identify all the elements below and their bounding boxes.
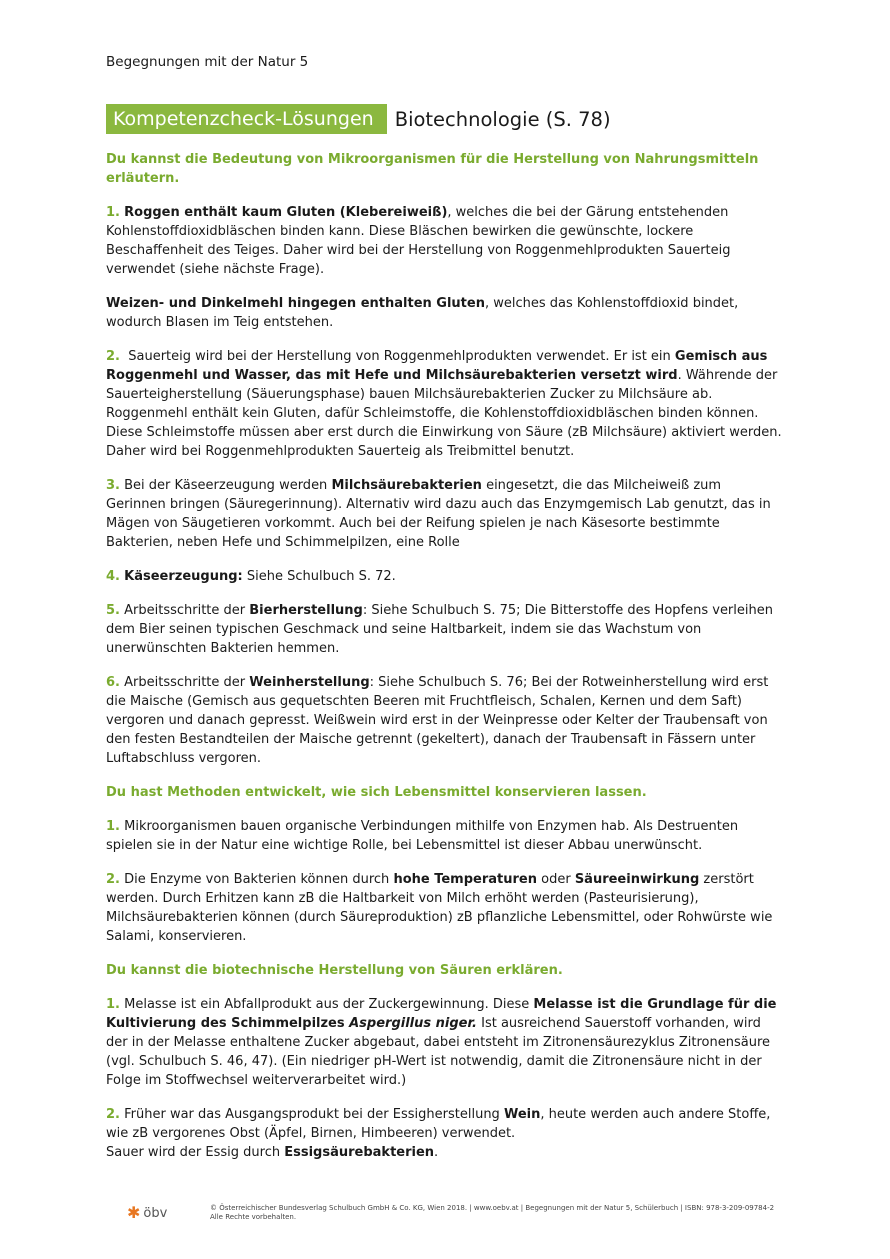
oebv-logo — [127, 1205, 167, 1221]
answer-paragraph — [106, 817, 784, 855]
answer-text: Arbeitsschritte der — [124, 603, 250, 618]
asterisk-icon: ✱ — [127, 1203, 141, 1222]
answer-number: 1. — [106, 819, 120, 834]
bold-text: Milchsäurebakterien — [331, 478, 482, 493]
bold-text: Roggen enthält kaum Gluten (Klebereiweiß) — [124, 205, 448, 220]
answer-number: 2. — [106, 872, 120, 887]
answer-paragraph — [106, 1105, 784, 1162]
answer-text: Die Enzyme von Bakterien können durch — [124, 872, 394, 887]
content — [106, 150, 784, 1177]
title-row — [106, 104, 611, 134]
bold-text: Weinherstellung — [249, 675, 370, 690]
answer-text: Sauer wird der Essig durch — [106, 1145, 285, 1160]
answer-text: Früher war das Ausgangsprodukt bei der Essigherstellung — [124, 1107, 504, 1122]
answer-number: 5. — [106, 603, 120, 618]
answer-number: 3. — [106, 478, 120, 493]
answer-number: 6. — [106, 675, 120, 690]
competence-heading: Du kannst die Bedeutung von Mikroorganismen für die Herstellung von Nahrungsmitteln erläutern. — [106, 152, 759, 186]
answer-text: , welches die bei der Gärung entstehenden Kohlenstoffdioxidbläschen binden kann. Diese Bläschen bewirken die gewünschte, lockere Beschaffenheit des Teiges. Daher wird bei der Herstellung von Roggenmehlprodukten Sauerteig verwendet (siehe nächste Frage). — [106, 205, 731, 277]
answer-number: 1. — [106, 997, 120, 1012]
answer-paragraph — [106, 870, 784, 946]
answer-paragraph — [106, 203, 784, 279]
page-title: Biotechnologie (S. 78) — [394, 107, 611, 131]
answer-paragraph — [106, 601, 784, 658]
bold-text: Gemisch aus Roggenmehl und Wasser, das mit Hefe und Milchsäurebakterien versetzt wird — [106, 349, 768, 383]
bold-text: Wein — [503, 1107, 541, 1122]
answer-text: eingesetzt, die das Milcheiweiß zum Gerinnen bringen (Säuregerinnung). Alternativ wird dazu auch das Enzymgemisch Lab genutzt, das in Mägen von Säugetieren vorkommt. Auch bei der Reifung spielen je nach Käsesorte bestimmte Bakterien, neben Hefe und Schimmelpilzen, eine Rolle — [106, 478, 771, 550]
bold-text: Säureeinwirkung — [574, 872, 700, 887]
competence-heading: Du hast Methoden entwickelt, wie sich Lebensmittel konservieren lassen. — [106, 785, 647, 800]
answer-text: Sauerteig wird bei der Herstellung von Roggenmehlprodukten verwendet. Er ist ein — [128, 349, 675, 364]
answer-text: Arbeitsschritte der — [124, 675, 250, 690]
answer-number: 2. — [106, 1107, 120, 1122]
answer-paragraph — [106, 294, 784, 332]
logo-text: öbv — [143, 1205, 168, 1221]
answer-text: . — [434, 1145, 439, 1160]
bold-text: Essigsäurebakterien — [284, 1145, 435, 1160]
answer-paragraph — [106, 995, 784, 1090]
answer-text: Melasse ist ein Abfallprodukt aus der Zuckergewinnung. Diese — [124, 997, 534, 1012]
rights-line: Alle Rechte vorbehalten. — [210, 1213, 297, 1221]
answer-text: Ist ausreichend Sauerstoff vorhanden, wird der in der Melasse enthaltene Zucker abgebaut, dabei entsteht im Zitronensäurezyklus Zitronensäure (vgl. Schulbuch S. 46, 47). (Ein niedriger pH-Wert ist notwendig, damit die Zitronensäure nicht in der Folge im Stoffwechsel weiterverarbeitet wird.) — [106, 1016, 771, 1088]
answer-paragraph — [106, 673, 784, 768]
answer-paragraph — [106, 567, 784, 586]
bold-text: Weizen- und Dinkelmehl hingegen enthalten Gluten — [106, 296, 485, 311]
species-name: Aspergillus niger. — [349, 1016, 477, 1031]
answer-text: Bei der Käseerzeugung werden — [124, 478, 332, 493]
answer-text: Siehe Schulbuch S. 72. — [242, 569, 396, 584]
answer-text: . Währende der Sauerteigherstellung (Säuerungsphase) bauen Milchsäurebakterien Zucker zu Milchsäure ab. Roggenmehl enthält kein Gluten, dafür Schleimstoffe, die Kohlenstoffdioxidbläschen binden können. Diese Schleimstoffe müssen aber erst durch die Einwirkung von Säure (zB Milchsäure) aktiviert werden. Daher wird bei Roggenmehlprodukten Sauerteig als Treibmittel benutzt. — [106, 368, 782, 459]
answer-paragraph — [106, 476, 784, 552]
copyright-text — [210, 1204, 810, 1222]
answer-text: oder — [536, 872, 575, 887]
answer-text: , heute werden auch andere Stoffe, wie zB vergorenes Obst (Äpfel, Birnen, Himbeeren) verwendet. — [106, 1107, 771, 1141]
answer-text: Mikroorganismen bauen organische Verbindungen mithilfe von Enzymen hab. Als Destruenten spielen sie in der Natur eine wichtige Rolle, bei Lebensmittel ist dieser Abbau unerwünscht. — [106, 819, 739, 853]
footer — [127, 1203, 817, 1233]
bold-text: Bierherstellung — [249, 603, 363, 618]
answer-number: 4. — [106, 569, 120, 584]
answer-number: 2. — [106, 349, 120, 364]
answer-paragraph — [106, 347, 784, 461]
title-badge: Kompetenzcheck-Lösungen — [106, 104, 387, 134]
answer-number: 1. — [106, 205, 120, 220]
bold-text: hohe Temperaturen — [393, 872, 537, 887]
answer-text: : Siehe Schulbuch S. 76; Bei der Rotweinherstellung wird erst die Maische (Gemisch aus gequetschten Beeren mit Fruchtfleisch, Schalen, Kernen und dem Saft) vergoren und danach gepresst. Weißwein wird erst in der Weinpresse oder Kelter der Traubensaft von den festen Bestandteilen der Maische getrennt (gekeltert), danach der Traubensaft in Fässern unter Luftabschluss vergoren. — [106, 675, 769, 766]
bold-text: Käseerzeugung: — [124, 569, 243, 584]
bold-text: Melasse ist die Grundlage für die Kultivierung des Schimmelpilzes — [106, 997, 777, 1031]
answer-text: zerstört werden. Durch Erhitzen kann zB die Haltbarkeit von Milch erhöht werden (Pasteurisierung), Milchsäurebakterien können (durch Säureproduktion) zB pflanzliche Lebensmittel, oder Rohwürste wie Salami, konservieren. — [106, 872, 773, 944]
competence-heading: Du kannst die biotechnische Herstellung von Säuren erklären. — [106, 963, 563, 978]
answer-text: , welches das Kohlenstoffdioxid bindet, wodurch Blasen im Teig entstehen. — [106, 296, 739, 330]
copyright-line: © Österreichischer Bundesverlag Schulbuch GmbH & Co. KG, Wien 2018. | www.oebv.at | Begegnungen mit der Natur 5, Schülerbuch | ISBN: 978-3-209-09784-2 — [210, 1204, 775, 1212]
answer-text: : Siehe Schulbuch S. 75; Die Bitterstoffe des Hopfens verleihen dem Bier seinen typischen Geschmack und seine Haltbarkeit, indem sie das Wachstum von unerwünschten Bakterien hemmen. — [106, 603, 773, 656]
page-header: Begegnungen mit der Natur 5 — [106, 54, 309, 70]
